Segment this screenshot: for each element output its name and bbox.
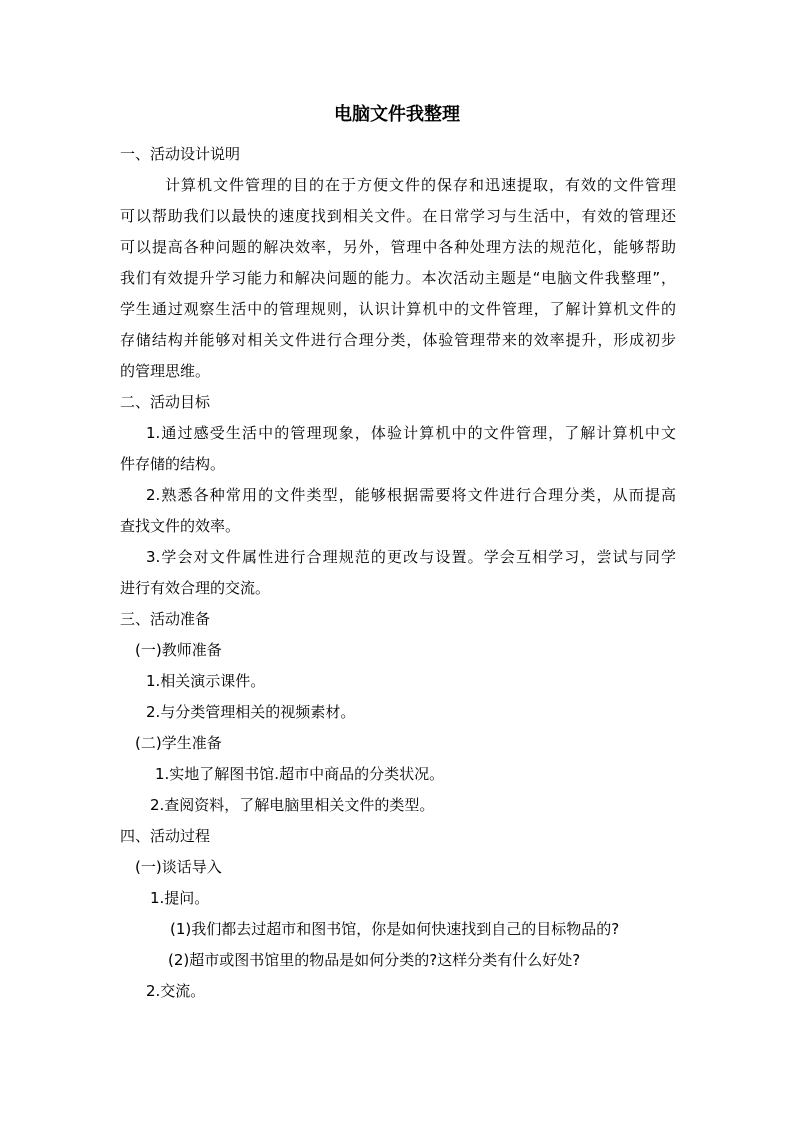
paragraph-line: 的管理思维。 <box>120 362 211 380</box>
subheading-intro: (一)谈话导入 <box>135 858 222 876</box>
document-body <box>120 139 676 1007</box>
paragraph-line: 学生通过观察生活中的管理规则，认识计算机中的文件管理，了解计算机文件的 <box>120 300 676 318</box>
paragraph-line: 可以提高各种问题的解决效率，另外，管理中各种处理方法的规范化，能够帮助 <box>120 238 676 256</box>
paragraph-line: 存储结构并能够对相关文件进行合理分类，体验管理带来的效率提升，形成初步 <box>120 331 676 349</box>
section-heading-design: 一、活动设计说明 <box>120 145 241 163</box>
goal-line: 件存储的结构。 <box>120 455 226 473</box>
question-item: (2)超市或图书馆里的物品是如何分类的?这样分类有什么好处? <box>168 951 581 969</box>
goal-line: 1.通过感受生活中的管理现象，体验计算机中的文件管理，了解计算机中文 <box>146 424 676 442</box>
goal-line: 3.学会对文件属性进行合理规范的更改与设置。学会互相学习，尝试与同学 <box>146 548 676 566</box>
question-item: (1)我们都去过超市和图书馆，你是如何快速找到自己的目标物品的? <box>170 920 620 938</box>
goal-line: 2.熟悉各种常用的文件类型，能够根据需要将文件进行合理分类，从而提高 <box>146 486 676 504</box>
goal-line: 进行有效合理的交流。 <box>120 579 271 597</box>
section-heading-prep: 三、活动准备 <box>120 610 211 628</box>
list-item: 1.提问。 <box>150 889 210 907</box>
section-heading-process: 四、活动过程 <box>120 827 211 845</box>
document-title: 电脑文件我整理 <box>334 104 460 125</box>
paragraph-line: 可以帮助我们以最快的速度找到相关文件。在日常学习与生活中，有效的管理还 <box>120 207 676 225</box>
paragraph-line: 计算机文件管理的目的在于方便文件的保存和迅速提取，有效的文件管理 <box>165 176 676 194</box>
list-item: 1.实地了解图书馆.超市中商品的分类状况。 <box>155 765 445 783</box>
section-heading-goals: 二、活动目标 <box>120 393 211 411</box>
goal-line: 查找文件的效率。 <box>120 517 241 535</box>
list-item: 2.与分类管理相关的视频素材。 <box>146 703 356 721</box>
subheading-student-prep: (二)学生准备 <box>135 734 222 752</box>
subheading-teacher-prep: (一)教师准备 <box>135 641 222 659</box>
list-item: 2.查阅资料，了解电脑里相关文件的类型。 <box>150 796 435 814</box>
list-item: 2.交流。 <box>146 982 206 1000</box>
paragraph-line: 我们有效提升学习能力和解决问题的能力。本次活动主题是“电脑文件我整理”， <box>120 269 676 287</box>
list-item: 1.相关演示课件。 <box>146 672 266 690</box>
